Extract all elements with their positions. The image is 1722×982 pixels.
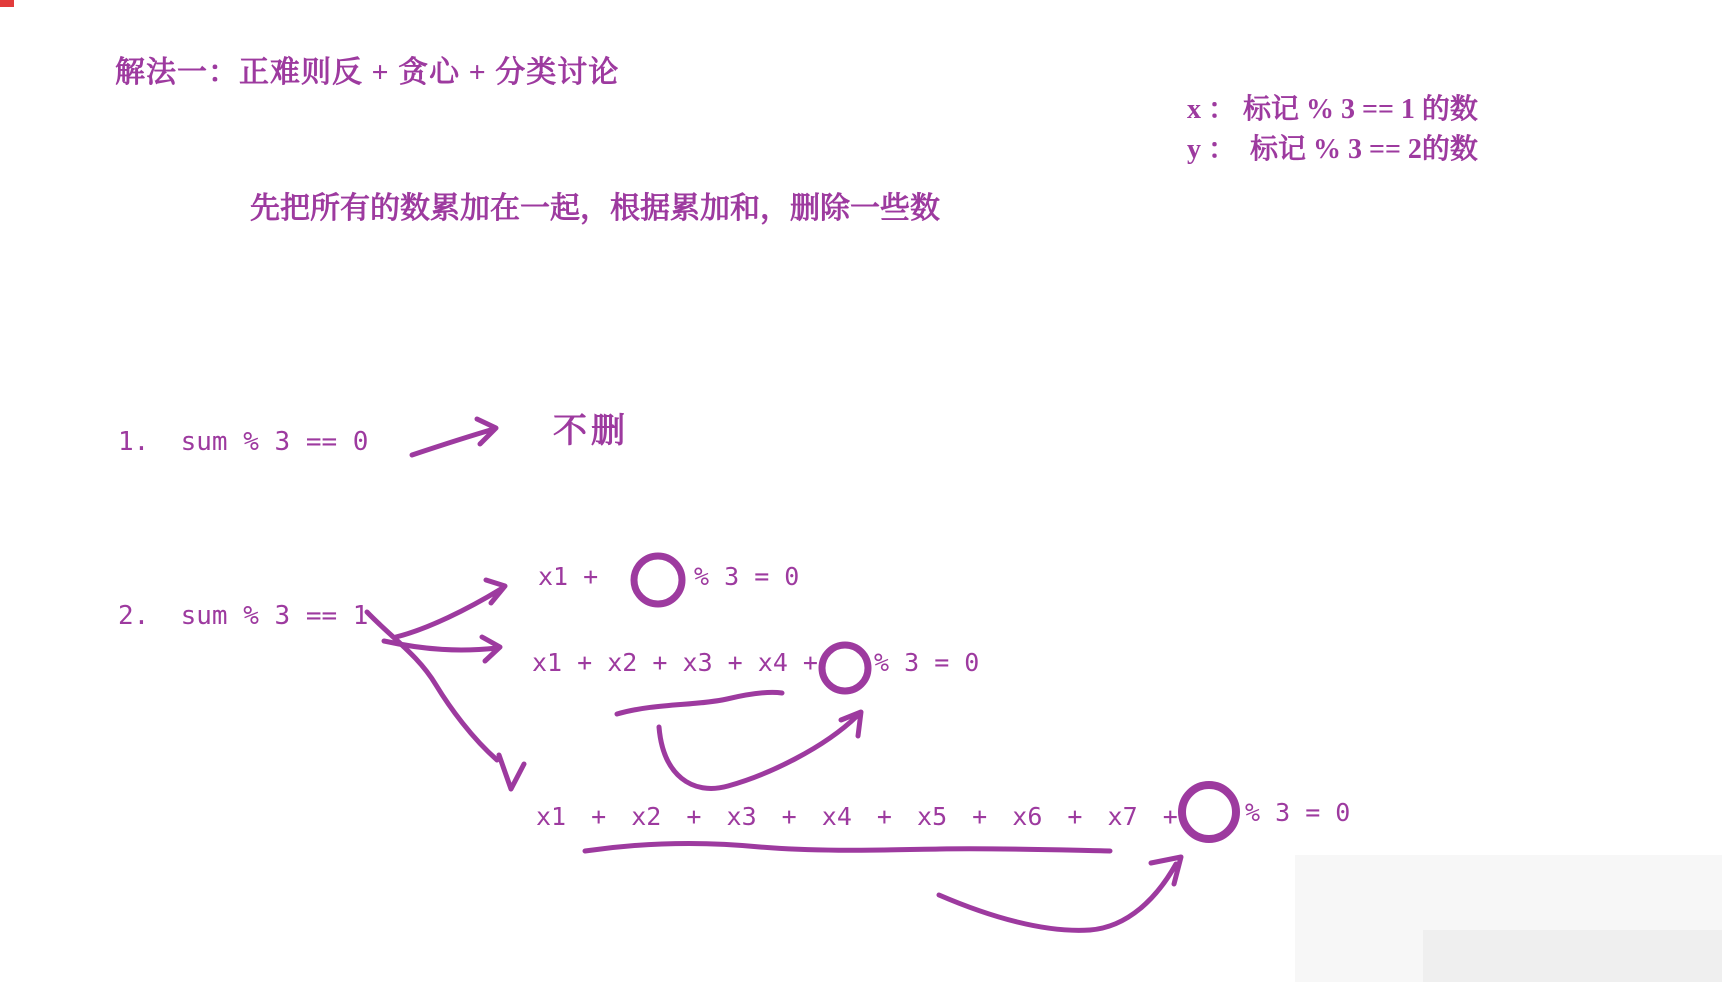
arrow-branch3-icon: [367, 612, 524, 789]
legend-y: y ： 标记 % 3 == 2的数: [1187, 134, 1478, 165]
circle-placeholder-1: [634, 556, 682, 604]
case2-label: 2. sum % 3 == 1: [118, 601, 369, 631]
branch3-right-formula: % 3 = 0: [1245, 798, 1351, 827]
curved-arrow-to-circle2-icon: [659, 712, 861, 788]
branch1-left-formula: x1 +: [538, 562, 599, 591]
arrow-branch1-icon: [396, 580, 505, 637]
branch3-left-formula: x1 + x2 + x3 + x4 + x5 + x6 + x7 +: [536, 802, 1178, 831]
circle-placeholder-2: [822, 645, 868, 691]
arrow-branch2-icon: [384, 637, 500, 661]
branch1-right-formula: % 3 = 0: [694, 562, 800, 591]
curved-arrow-to-circle3-icon: [939, 857, 1181, 930]
branch2-right-formula: % 3 = 0: [874, 648, 980, 677]
branch2-left-formula: x1 + x2 + x3 + x4 +: [532, 648, 818, 677]
case1-label: 1. sum % 3 == 0: [118, 427, 369, 457]
intro-note: 先把所有的数累加在一起，根据累加和，删除一些数: [250, 192, 940, 225]
case1-result: 不删: [553, 413, 629, 450]
legend-x: x ： 标记 % 3 == 1 的数: [1187, 94, 1478, 125]
page-title: 解法一：正难则反 + 贪心 + 分类讨论: [115, 56, 620, 89]
circle-placeholder-3: [1182, 785, 1236, 839]
arrow-case1-to-keep-icon: [412, 419, 496, 455]
underline-branch2-icon: [617, 692, 782, 714]
underline-branch3-icon: [585, 844, 1110, 851]
